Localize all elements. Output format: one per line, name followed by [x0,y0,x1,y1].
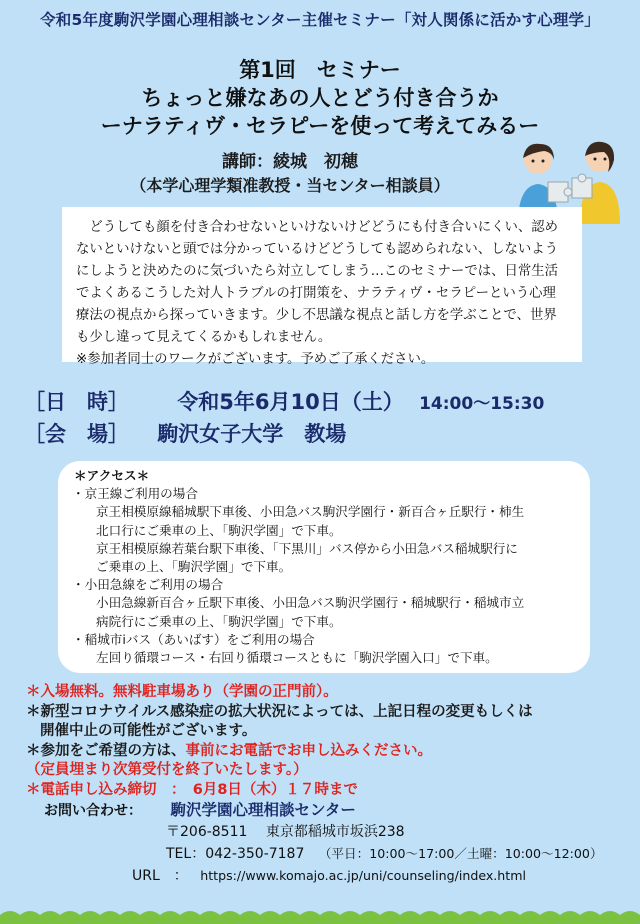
access-section-title: ・京王線ご利用の場合 [72,486,198,502]
access-line: ご乗車の上、「駒沢学園」で下車。 [96,559,292,575]
contact-address-row [44,822,634,843]
date-value: 令和5年6月10日（土） [177,390,404,414]
access-line: 小田急線新百合ヶ丘駅下車後、小田急バス駒沢学園行・稲城駅行・稲城市立 [96,595,525,611]
access-line: 病院行にご乗車の上、「駒沢学園」で下車。 [96,613,342,629]
description-box [62,207,582,367]
schedule-block [24,387,544,449]
contact-tel: TEL：042-350-7187 [166,846,305,862]
access-section-title: ・稲城市iバス（あいばす）をご利用の場合 [72,631,315,647]
note-deadline: ＊電話申し込み締切 ： 6月8日（木）１７時まで [26,781,358,798]
contact-tel-row [44,843,634,865]
contact-org: 駒沢学園心理相談センター [170,801,356,819]
access-section-ibus [72,631,580,667]
note-apply-prefix: ＊参加をご希望の方は、 [26,742,186,759]
contact-block [44,800,634,887]
seminar-title [0,56,640,140]
contact-url-row [44,865,634,887]
note-capacity: （定員埋まり次第受付を終了いたします。） [26,762,308,778]
access-line: 北口行にご乗車の上、「駒沢学園」で下車。 [96,522,342,538]
lecturer-block [90,150,490,197]
note-free-admission: ＊入場無料。無料駐車場あり（学園の正門前）。 [26,684,338,700]
access-box [58,461,590,673]
access-heading: ＊アクセス＊ [74,468,150,483]
contact-postal: 〒206-8511 [166,824,248,840]
access-section-odakyu [72,576,580,631]
title-line-1: 第1回 セミナー [239,58,401,82]
date-label: ［日 時］ [24,390,129,414]
title-line-2: ちょっと嫌なあの人とどう付き合うか [141,86,499,110]
contact-hours: （平日：10:00〜17:00／土曜：10:00〜12:00） [318,846,603,861]
access-section-title: ・小田急線をご利用の場合 [72,577,224,593]
title-line-3: ーナラティヴ・セラピーを使って考えてみるー [100,114,540,138]
contact-address: 東京都稲城市坂浜238 [265,824,405,840]
organizer-heading: 令和5年度駒沢学園心理相談センター主催セミナー「対人関係に活かす心理学」 [40,11,600,29]
grass-decoration [0,905,640,924]
note-apply-emphasis: 事前にお電話でお申し込みください。 [185,742,432,759]
venue-label: ［会 場］ [24,422,129,446]
contact-url-label: URL ： [132,868,188,884]
lecturer-affiliation: （本学心理学類准教授・当センター相談員） [130,176,450,195]
note-covid: ＊新型コロナウイルス感染症の拡大状況によっては、上記日程の変更もしくは [26,703,533,720]
venue-row [24,419,544,449]
lecturer-name: 講師：綾城 初穂 [222,152,358,172]
access-section-keio [72,485,580,576]
contact-label: お問い合わせ： [44,803,142,819]
note-apply [26,742,626,762]
description-text: どうしても顔を付き合わせないといけないけどどうにも付き合いにくい、認めないといけないと頭では分かっているけどどうしても認められない、しないようにしようと決めたのに気づいたら対立してしまう…このセミナーでは、日常生活でよくあるこうした対人トラブルの打開策を、ナラティヴ・セラピーという心理療法の視点から探っていきます。少し不思議な視点と話し方を学ぶことで、世界も少し違って見えてくるかもしれません。 [76,220,559,345]
notes-block [26,683,626,800]
date-row [24,387,544,419]
contact-org-row [44,800,634,822]
access-line: 京王相模原線若葉台駅下車後、「下黒川」バス停から小田急バス稲城駅行に [96,540,518,556]
description-note: ※参加者同士のワークがございます。予めご了承ください。 [76,352,435,367]
access-line: 左回り循環コース・右回り循環コースともに「駒沢学園入口」で下車。 [96,650,498,666]
access-line: 京王相模原線稲城駅下車後、小田急バス駒沢学園行・新百合ヶ丘駅行・柿生 [96,504,525,520]
time-value: 14:00〜15:30 [419,394,545,414]
contact-url-link[interactable]: https://www.komajo.ac.jp/uni/counseling/index.html [200,868,526,883]
note-covid-cont: 開催中止の可能性がございます。 [40,723,257,739]
venue-value: 駒沢女子大学 教場 [157,422,347,446]
